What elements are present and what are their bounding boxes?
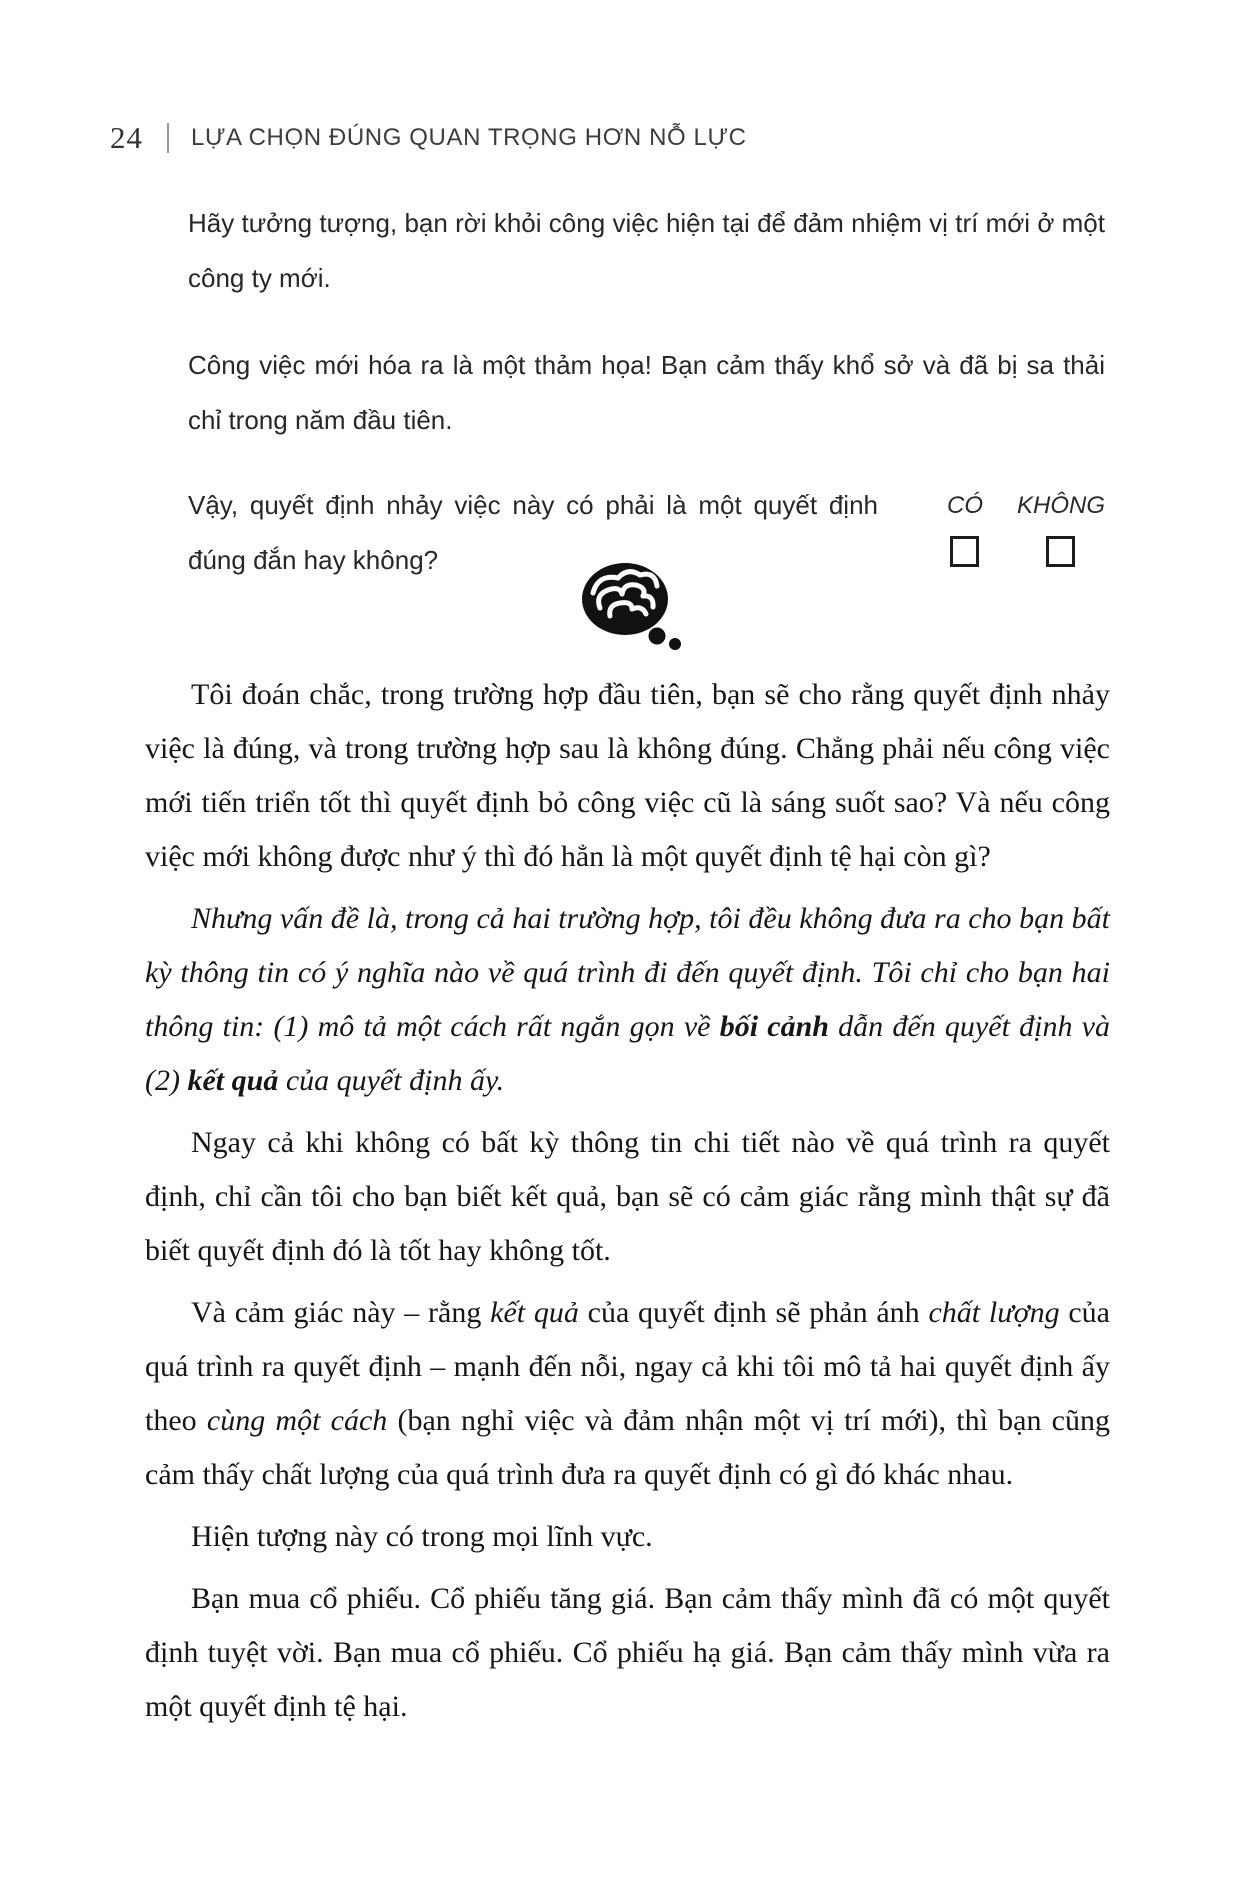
body-paragraph-4-seg4: (bạn nghỉ việc và đảm nhận một vị trí mới), thì bạn cũng cảm thấy chất lượng của quá trình đưa ra quyết định có gì đó khác nhau. <box>145 1404 1110 1491</box>
body-paragraph-4-em-result: kết quả <box>490 1296 579 1329</box>
question-text: Vậy, quyết định nhảy việc này có phải là một quyết định đúng đắn hay không? <box>188 490 878 575</box>
body-paragraph-2-seg3: của quyết định ấy. <box>278 1064 505 1097</box>
body-paragraph-2-seg2: dẫn đến quyết định và (2) <box>145 1010 1110 1097</box>
answer-yes-label: CÓ <box>946 492 983 519</box>
page-header <box>110 120 1125 156</box>
body-paragraph-4-em-sameway: cùng một cách <box>206 1404 388 1437</box>
body-section <box>145 668 1110 1742</box>
scenario-paragraph-1: Hãy tưởng tượng, bạn rời khỏi công việc hiện tại để đảm nhiệm vị trí mới ở một công ty mới. <box>188 208 1105 293</box>
body-paragraph-2 <box>145 892 1110 1108</box>
header-divider <box>167 123 169 153</box>
page-number: 24 <box>110 120 143 155</box>
body-paragraph-4-em-quality: chất lượng <box>928 1296 1060 1329</box>
running-title: LỰA CHỌN ĐÚNG QUAN TRỌNG HƠN NỖ LỰC <box>191 124 747 151</box>
body-paragraph-3: Ngay cả khi không có bất kỳ thông tin chi tiết nào về quá trình ra quyết định, chỉ cần tôi cho bạn biết kết quả, bạn sẽ có cảm giác rằng mình thật sự đã biết quyết định đó là tốt hay không tốt. <box>145 1126 1110 1267</box>
body-paragraph-6: Bạn mua cổ phiếu. Cổ phiếu tăng giá. Bạn cảm thấy mình đã có một quyết định tuyệt vời. Bạn mua cổ phiếu. Cổ phiếu hạ giá. Bạn cảm thấy mình vừa ra một quyết định tệ hại. <box>145 1582 1110 1723</box>
brain-thought-icon <box>581 562 683 652</box>
body-paragraph-5: Hiện tượng này có trong mọi lĩnh vực. <box>191 1520 653 1553</box>
body-paragraph-2-seg1: Nhưng vấn đề là, trong cả hai trường hợp, tôi đều không đưa ra cho bạn bất kỳ thông tin có ý nghĩa nào về quá trình đi đến quyết định. Tôi chỉ cho bạn hai thông tin: (1) mô tả một cách rất ngắn gọn về <box>145 902 1110 1043</box>
answer-option-yes <box>947 478 983 567</box>
body-paragraph-1: Tôi đoán chắc, trong trường hợp đầu tiên, bạn sẽ cho rằng quyết định nhảy việc là đúng, và trong trường hợp sau là không đúng. Chẳng phải nếu công việc mới tiến triển tốt thì quyết định bỏ công việc cũ là sáng suốt sao? Và nếu công việc mới không được như ý thì đó hẳn là một quyết định tệ hại còn gì? <box>145 678 1110 873</box>
section-break <box>0 562 1245 657</box>
body-paragraph-4-seg3: của quá trình ra quyết định – mạnh đến nỗi, ngay cả khi tôi mô tả hai quyết định ấy theo <box>145 1296 1110 1437</box>
scenario-section <box>188 196 1105 620</box>
answer-no-label: KHÔNG <box>1016 492 1105 519</box>
body-paragraph-2-bold-result: kết quả <box>187 1064 279 1097</box>
body-paragraph-4-seg1: Và cảm giác này – rằng <box>191 1296 491 1329</box>
body-paragraph-2-bold-context: bối cảnh <box>719 1010 829 1043</box>
body-paragraph-4 <box>145 1286 1110 1502</box>
body-paragraph-4-seg2: của quyết định sẽ phản ánh <box>578 1296 929 1329</box>
answer-option-no <box>1017 478 1105 567</box>
scenario-paragraph-2: Công việc mới hóa ra là một thảm họa! Bạn cảm thấy khổ sở và đã bị sa thải chỉ trong năm đầu tiên. <box>188 350 1105 435</box>
